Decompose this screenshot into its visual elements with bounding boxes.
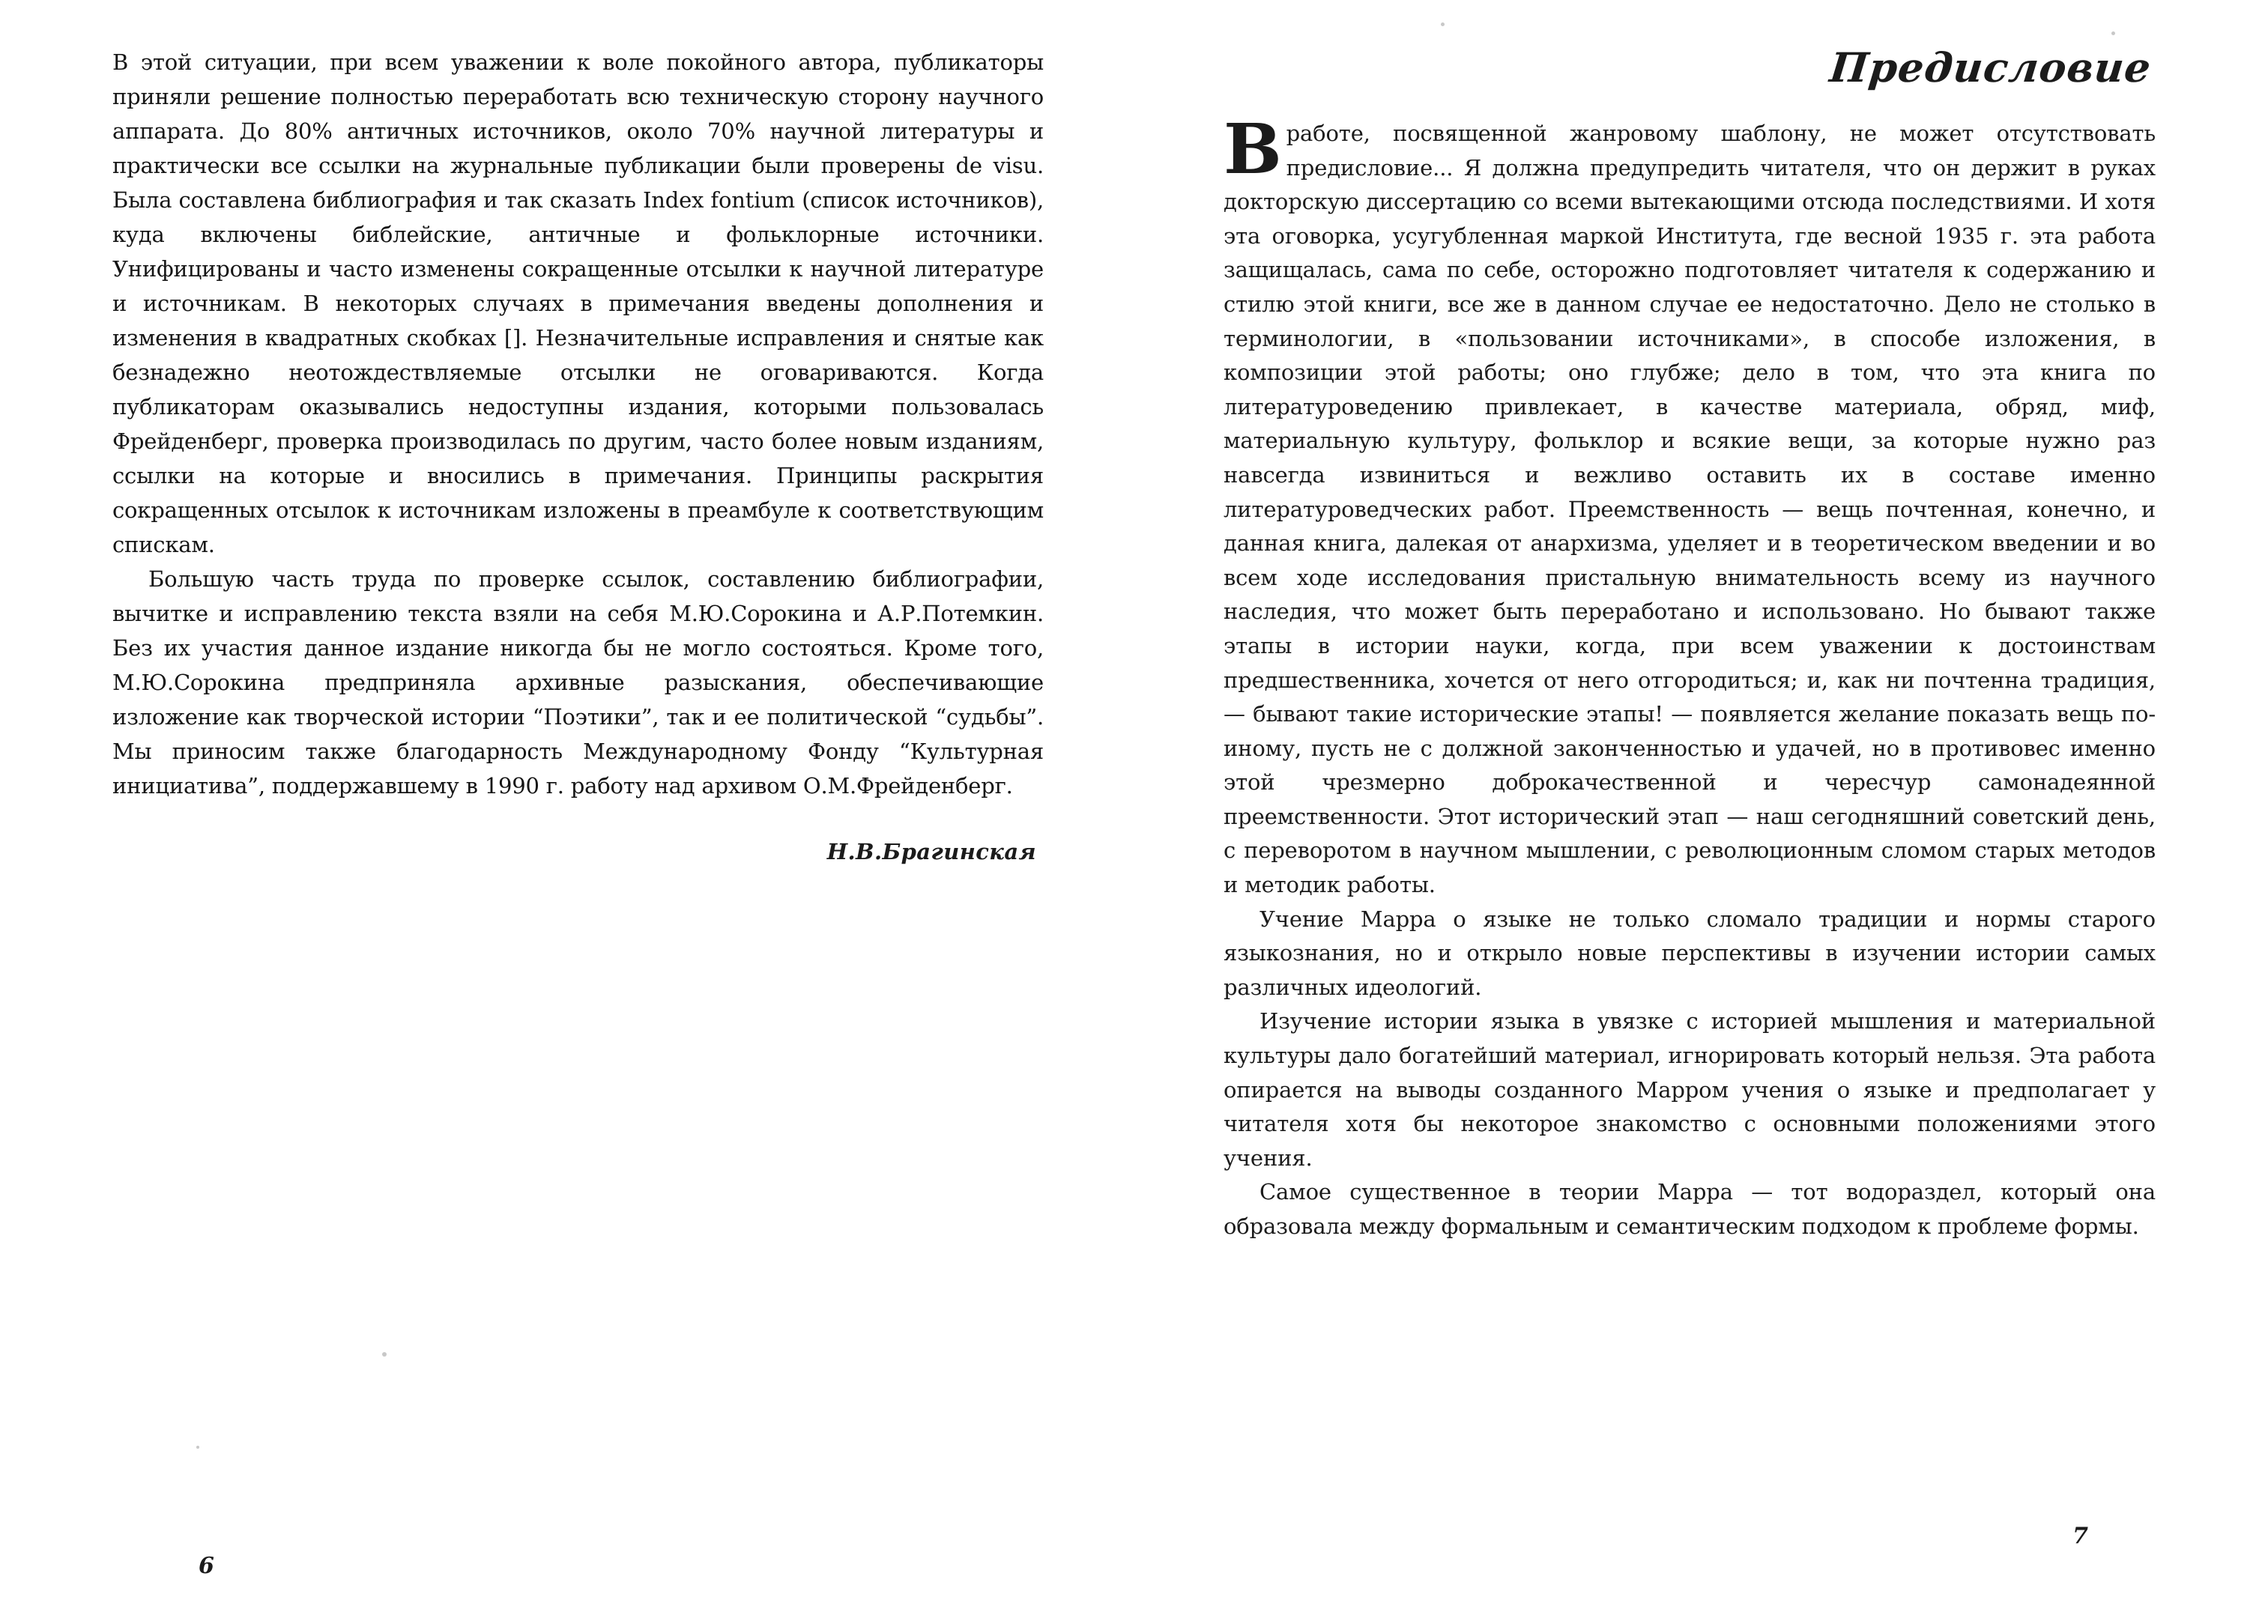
- right-page: [1134, 0, 2268, 1624]
- right-page-body: [1224, 109, 2156, 1244]
- drop-cap: В: [1224, 109, 1282, 190]
- page-number-right: 7: [2072, 1523, 2088, 1549]
- paragraph: В этой ситуации, при всем уважении к воле покойного автора, публикаторы приняли решение полностью переработать всю техническую сторону научного аппарата. До 80% античных источников, около 70% научной литературы и практически все ссылки на журнальные публикации были проверены de visu. Была составлена библиография и так сказать Index fontium (список источников), куда включены библейские, античные и фольклорные источники. Унифицированы и часто изменены сокращенные отсылки к научной литературе и источникам. В некоторых случаях в примечания введены дополнения и изменения в квадратных скобках []. Незначительные исправления и снятые как безнадежно неотождествляемые отсылки не оговариваются. Когда публикаторам оказывались недоступны издания, которыми пользовалась Фрейденберг, проверка производилась по другим, часто более новым изданиям, ссылки на которые и вносились в примечания. Принципы раскрытия сокращенных отсылок к источникам изложены в преамбуле к соответствующим спискам.: [112, 49, 1044, 557]
- scan-speck: [382, 1352, 387, 1357]
- scan-speck: [196, 1446, 199, 1449]
- paragraph: Самое существенное в теории Марра — тот водораздел, который она образовала между формальным и семантическим подходом к проблеме формы.: [1224, 1179, 2156, 1239]
- paragraph-text: работе, посвященной жанровому шаблону, не может отсутствовать предисловие... Я должна предупредить читателя, что он держит в руках докторскую диссертацию со всеми вытекающими отсюда последствиями. И хотя эта оговорка, усугубленная маркой Института, где весной 1935 г. эта работа защищалась, сама по себе, осторожно подготовляет читателя к содержанию и стилю этой книги, все же в данном случае ее недостаточно. Дело не столько в терминологии, в «пользовании источниками», в способе изложения, в композиции этой работы; оно глубже; дело в том, что эта книга по литературоведению привлекает, в качестве материала, обряд, миф, материальную культуру, фольклор и всякие вещи, за которые нужно раз навсегда извиниться и вежливо оставить их в составе именно литературоведческих работ. Преемственность — вещь почтенная, конечно, и данная книга, далекая от анархизма, уделяет и в теоретическом введении и во всем ходе исследования пристальную внимательность всему из научного наследия, что может быть переработано и использовано. Но бывают также этапы в истории науки, когда, при всем уважении к достоинствам предшественника, хочется от него отгородиться; и, как ни почтенна традиция, — бывают такие исторические этапы! — появляется желание показать вещь по-иному, пусть не с должной законченностью и удачей, но в противовес именно этой чрезмерно доброкачественной и чересчур самонадеянной преемственности. Этот исторический этап — наш сегодняшний советский день, с переворотом в научном мышлении, с революционным сломом старых методов и методик работы.: [1224, 121, 2156, 898]
- paragraph: Изучение истории языка в увязке с историей мышления и материальной культуры дало богатейший материал, игнорировать который нельзя. Эта работа опирается на выводы созданного Марром учения о языке и предполагает у читателя хотя бы некоторое знакомство с основными положениями этого учения.: [1224, 1008, 2156, 1171]
- scan-speck: [2111, 31, 2115, 35]
- scan-speck: [1441, 22, 1445, 26]
- paragraph: Большую часть труда по проверке ссылок, составлению библиографии, вычитке и исправлению текста взяли на себя М.Ю.Сорокина и А.Р.Потемкин. Без их участия данное издание никогда бы не могло состояться. Кроме того, М.Ю.Сорокина предприняла архивные разыскания, обеспечивающие изложение как творческой истории “Поэтики”, так и ее политической “судьбы”. Мы приносим также благодарность Международному Фонду “Культурная инициатива”, поддержавшему в 1990 г. работу над архивом О.М.Фрейденберг.: [112, 566, 1044, 799]
- paragraph: Учение Марра о языке не только сломало традиции и нормы старого языкознания, но и открыло новые перспективы в изучении истории самых различных идеологий.: [1224, 906, 2156, 1000]
- paragraph-with-dropcap: [1224, 109, 2156, 903]
- page-title: Предисловие: [1827, 43, 2154, 91]
- page-number-left: 6: [199, 1553, 214, 1579]
- left-page-body: [112, 45, 1044, 803]
- author-signature: Н.В.Брагинская: [826, 839, 1036, 864]
